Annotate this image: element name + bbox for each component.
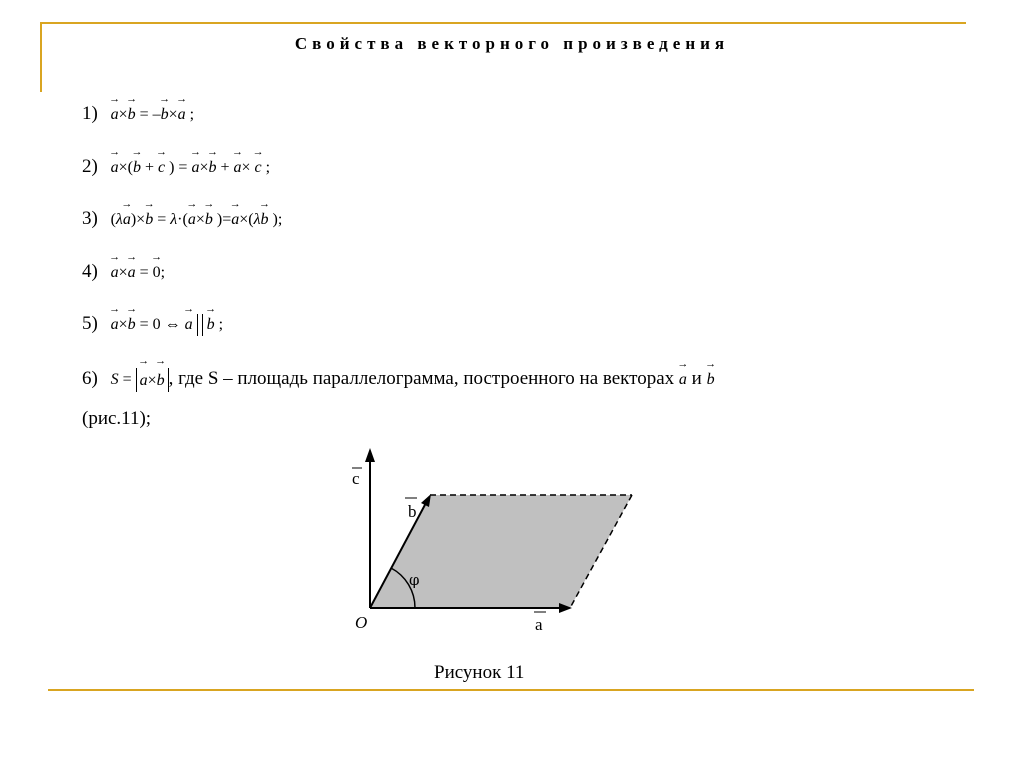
formula-2: → a×(→ b + → c ) = → a×→ b + → a× → c ; (111, 159, 271, 176)
formula-4: → a×→ a = → 0; (111, 264, 166, 281)
property-4: 4) → a×→ a = → 0; (82, 261, 165, 283)
label-angle: φ (409, 571, 420, 589)
label-origin: O (355, 613, 368, 632)
property-1: 1) → a×→ b = –→ b×→ a ; (82, 103, 194, 125)
vector-c-arrowhead (365, 448, 375, 462)
property-5: 5) → a×→ b = 0 ⇔ → a→ b ; (82, 313, 223, 336)
label-b: b (408, 502, 417, 521)
figure-caption: Рисунок 11 (434, 662, 525, 683)
formula-5: → a×→ b = 0 ⇔ → a→ b ; (111, 316, 224, 333)
formula-3: (λ→ a)×→ b = λ·(→ a×→ b )=→ a×(λ→ b ); (111, 211, 283, 228)
formula-1: → a×→ b = –→ b×→ a ; (111, 106, 195, 123)
formula-6: S = → a×→ b (111, 371, 169, 388)
label-a: a (535, 615, 543, 634)
property-3: 3) (λ→ a)×→ b = λ·(→ a×→ b )=→ a×(λ→ b ); (82, 208, 282, 230)
property-6: 6) S = → a×→ b , где S – площадь параллелограмма, построенного на векторах → a и → b (82, 368, 715, 392)
property-2: 2) → a×(→ b + → c ) = → a×→ b + → a× → c ; (82, 156, 270, 178)
label-c: c (352, 469, 360, 488)
property-6-continuation: (рис.11); (82, 408, 152, 429)
slide-title: Свойства векторного произведения (294, 34, 730, 53)
